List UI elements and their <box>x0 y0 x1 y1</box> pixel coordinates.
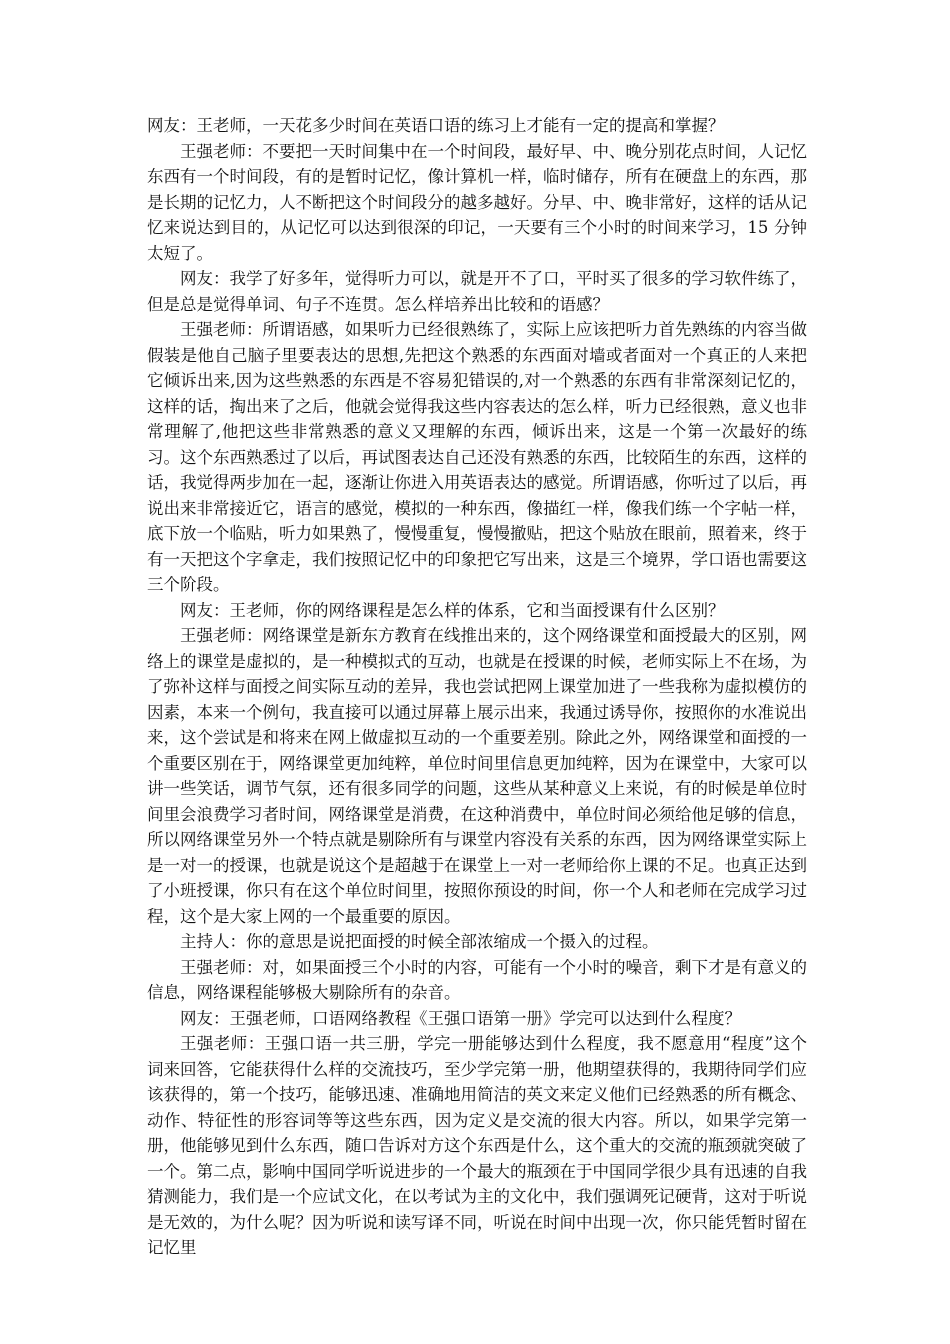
paragraph-answer-language-sense: 王强老师：所谓语感，如果听力已经很熟练了，实际上应该把听力首先熟练的内容当做假装是他自己脑子里要表达的思想,先把这个熟悉的东西面对墙或者面对一个真正的人来把它倾诉出来,因为这些熟悉的东西是不容易犯错误的,对一个熟悉的东西有非常深刻记忆的，这样的话，掏出来了之后，他就会觉得我这些内容表达的怎么样，听力已经很熟，意义也非常理解了,他把这些非常熟悉的意义又理解的东西，倾诉出来，这是一个第一次最好的练习。这个东西熟悉过了以后，再试图表达自己还没有熟悉的东西，比较陌生的东西，这样的话，我觉得两步加在一起，逐渐让你进入用英语表达的感觉。所谓语感，你听过了以后，再说出来非常接近它，语言的感觉，模拟的一种东西，像描红一样，像我们练一个字帖一样，底下放一个临贴，听力如果熟了，慢慢重复，慢慢撤贴，把这个贴放在眼前，照着来，终于有一天把这个字拿走，我们按照记忆中的印象把它写出来，这是三个境界，学口语也需要这三个阶段。 <box>147 320 807 594</box>
document-body <box>147 113 807 1261</box>
paragraph-answer-textbook-level: 王强老师：王强口语一共三册，学完一册能够达到什么程度，我不愿意用“程度”这个词来回答，它能获得什么样的交流技巧，至少学完第一册，他期望获得的，我期待同学们应该获得的，第一个技巧，能够迅速、准确地用简洁的英文来定义他们已经熟悉的所有概念、动作、特征性的形容词等等这些东西，因为定义是交流的很大内容。所以，如果学完第一册，他能够见到什么东西，随口告诉对方这个东西是什么，这个重大的交流的瓶颈就突破了一个。第二点，影响中国同学听说进步的一个最大的瓶颈在于中国同学很少具有迅速的自我猜测能力，我们是一个应试文化，在以考试为主的文化中，我们强调死记硬背，这对于听说是无效的，为什么呢？因为听说和读写译不同，听说在时间中出现一次，你只能凭暂时留在记忆里 <box>147 1034 807 1257</box>
paragraph-question-language-sense: 网友：我学了好多年，觉得听力可以，就是开不了口，平时买了很多的学习软件练了，但是总是觉得单词、句子不连贯。怎么样培养出比较和的语感？ <box>147 269 807 314</box>
paragraph-answer-host: 王强老师：对，如果面授三个小时的内容，可能有一个小时的噪音，剩下才是有意义的信息，网络课程能够极大剔除所有的杂音。 <box>147 957 807 1002</box>
paragraph-question-practice-time: 网友：王老师，一天花多少时间在英语口语的练习上才能有一定的提高和掌握？ <box>147 116 725 135</box>
paragraph-question-online-course: 网友：王老师，你的网络课程是怎么样的体系，它和当面授课有什么区别？ <box>180 600 725 620</box>
paragraph-question-textbook-level: 网友：王强老师，口语网络教程《王强口语第一册》学完可以达到什么程度？ <box>180 1008 741 1028</box>
paragraph-answer-practice-time: 王强老师：不要把一天时间集中在一个时间段，最好早、中、晚分别花点时间，人记忆东西有一个时间段，有的是暂时记忆，像计算机一样，临时储存，所有在硬盘上的东西，那是长期的记忆力，人不断把这个时间段分的越多越好。分早、中、晚非常好，这样的话从记忆来说达到目的，从记忆可以达到很深的印记，一天要有三个小时的时间来学习，15 分钟太短了。 <box>147 141 807 263</box>
paragraph-host-remark: 主持人：你的意思是说把面授的时候全部浓缩成一个摄入的过程。 <box>180 932 659 951</box>
paragraph-answer-online-course: 王强老师：网络课堂是新东方教育在线推出来的，这个网络课堂和面授最大的区别，网络上的课堂是虚拟的，是一种模拟式的互动，也就是在授课的时候，老师实际上不在场，为了弥补这样与面授之间实际互动的差异，我也尝试把网上课堂加进了一些我称为虚拟模仿的因素，本来一个例句，我直接可以通过屏幕上展示出来，我通过诱导你，按照你的水准说出来，这个尝试是和将来在网上做虚拟互动的一个重要差别。除此之外，网络课堂和面授的一个重要区别在于，网络课堂更加纯粹，单位时间里信息更加纯粹，因为在课堂中，大家可以讲一些笑话，调节气氛，还有很多同学的问题，这些从某种意义上来说，有的时候是单位时间里会浪费学习者时间，网络课堂是消费，在这种消费中，单位时间必须给他足够的信息，所以网络课堂另外一个特点就是剔除所有与课堂内容没有关系的东西，因为网络课堂实际上是一对一的授课，也就是说这个是超越于在课堂上一对一老师给你上课的不足。也真正达到了小班授课，你只有在这个单位时间里，按照你预设的时间，你一个人和老师在完成学习过程，这个是大家上网的一个最重要的原因。 <box>147 626 807 926</box>
